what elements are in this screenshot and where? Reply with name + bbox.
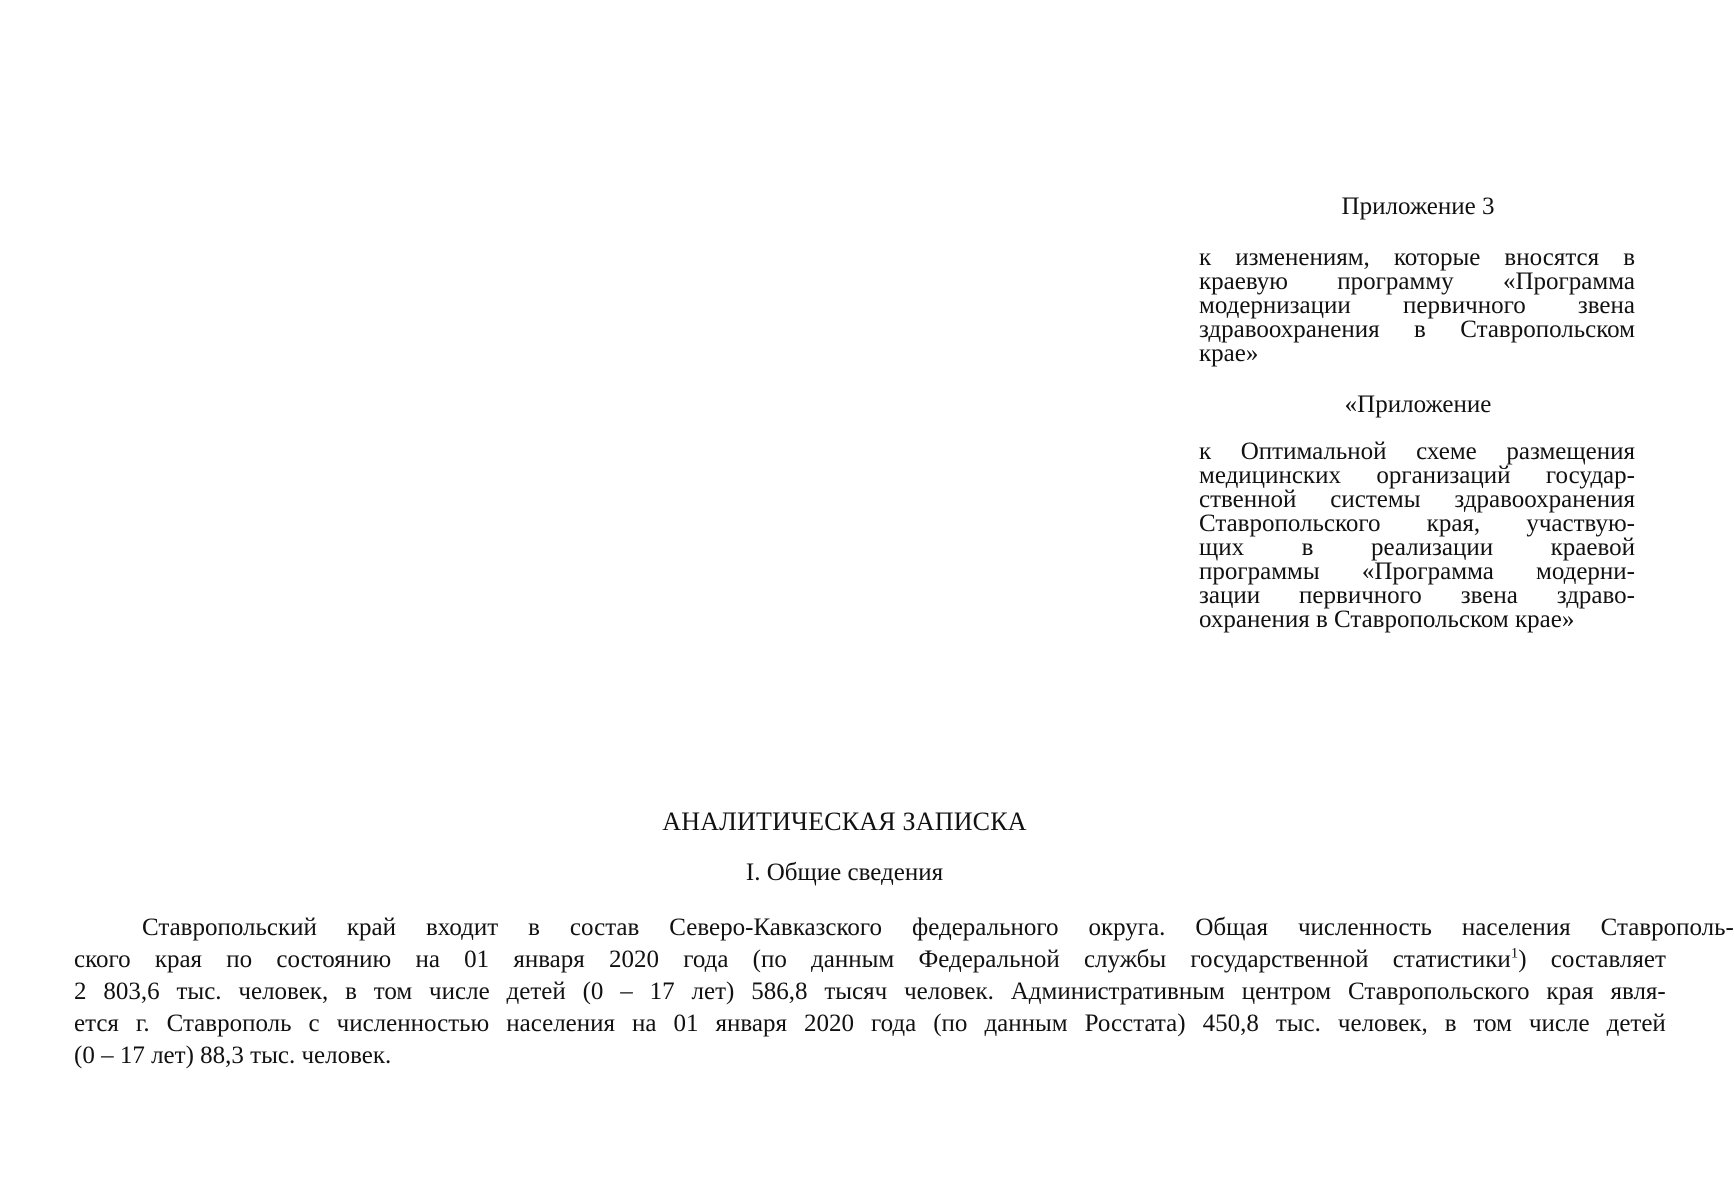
word: населения [506, 1010, 616, 1037]
appendix-line [1199, 294, 1635, 318]
word: «Программа [1503, 268, 1635, 295]
word: Ставропольский [142, 914, 317, 941]
word: первичного [1402, 292, 1526, 319]
document-title: АНАЛИТИЧЕСКАЯ ЗАПИСКА [662, 807, 1027, 836]
word: численность [1297, 914, 1432, 941]
appendix-line [1199, 488, 1635, 512]
body-paragraph [74, 912, 1734, 1072]
word: Общая [1195, 914, 1268, 941]
word: 01 [464, 946, 490, 973]
word: тыс. [176, 978, 222, 1005]
word: край [346, 914, 396, 941]
appendix-line [1199, 246, 1635, 270]
word: схеме [1416, 438, 1477, 465]
word: входит [425, 914, 499, 941]
word: службы [1083, 946, 1167, 973]
word: года [683, 946, 729, 973]
word: ственной [1199, 486, 1297, 513]
word: края [154, 946, 203, 973]
word: Административным [1010, 978, 1225, 1005]
word: по [226, 946, 253, 973]
word: 2 [74, 978, 87, 1005]
word: данным [984, 1010, 1068, 1037]
word: человек. [904, 978, 994, 1005]
word: которые [1393, 244, 1481, 271]
word: детей [506, 978, 566, 1005]
word: (по [752, 946, 787, 973]
appendix-line [1199, 512, 1635, 536]
word: участвую- [1526, 510, 1635, 537]
word: (по [933, 1010, 968, 1037]
word: здраво- [1556, 582, 1635, 609]
word: 17 [649, 978, 675, 1005]
word: на [415, 946, 440, 973]
appendix-line [1199, 464, 1635, 488]
appendix-line: охранения в Ставропольском крае» [1199, 606, 1575, 633]
word: лет) [691, 978, 735, 1005]
word: здравоохранения [1454, 486, 1635, 513]
appendix-line: крае» [1199, 340, 1259, 367]
section-title: I. Общие сведения [745, 859, 944, 886]
word: 2020 [803, 1010, 854, 1037]
appendix-line [1199, 270, 1635, 294]
word: января [715, 1010, 787, 1037]
word: размещения [1506, 438, 1635, 465]
word: числе [429, 978, 490, 1005]
word: государ- [1545, 462, 1635, 489]
word: года [870, 1010, 917, 1037]
word: с [308, 1010, 320, 1037]
word: 803,6 [103, 978, 160, 1005]
word: человек, [1337, 1010, 1428, 1037]
word: в [345, 978, 357, 1005]
appendix-line [1199, 318, 1635, 342]
word: к [1199, 438, 1212, 465]
word: краевой [1550, 534, 1635, 561]
word: г. [135, 1010, 150, 1037]
word: Ставропольского [1348, 978, 1530, 1005]
word: населения [1461, 914, 1571, 941]
word: том [373, 978, 413, 1005]
word: модерни- [1536, 558, 1635, 585]
word: вносятся [1504, 244, 1600, 271]
word: в [1414, 316, 1426, 343]
word: звена [1460, 582, 1518, 609]
word: в [1623, 244, 1635, 271]
word: реализации [1370, 534, 1494, 561]
word: составляет [1550, 946, 1666, 973]
word: 01 [673, 1010, 699, 1037]
word: края, [1426, 510, 1481, 537]
word: в [1444, 1010, 1457, 1037]
word: ется [74, 1010, 119, 1037]
word: том [1473, 1010, 1512, 1037]
word: края [1546, 978, 1594, 1005]
appendix-line [1199, 584, 1635, 608]
word: государственной [1190, 946, 1369, 973]
word: первичного [1299, 582, 1422, 609]
word: (0 [582, 978, 604, 1005]
word: Федеральной [918, 946, 1060, 973]
word: данным [811, 946, 895, 973]
paragraph-line [74, 1008, 1666, 1040]
word: детей [1606, 1010, 1666, 1037]
word: числе [1528, 1010, 1590, 1037]
word: человек, [238, 978, 329, 1005]
paragraph-line-with-footnote [74, 944, 1666, 976]
word: здравоохранения [1199, 316, 1380, 343]
word: зации [1199, 582, 1261, 609]
word: Ставрополь- [1600, 914, 1734, 941]
word: 450,8 [1202, 1010, 1259, 1037]
appendix-line [1199, 536, 1635, 560]
word: Росстата) [1084, 1010, 1186, 1037]
word: Ставропольском [1460, 316, 1635, 343]
word: тыс. [1275, 1010, 1321, 1037]
word: Оптимальной [1240, 438, 1387, 465]
word: федерального [912, 914, 1059, 941]
paragraph-line [74, 912, 1734, 944]
word: краевую [1199, 268, 1288, 295]
appendix-line [1199, 560, 1635, 584]
word: к [1199, 244, 1212, 271]
word: системы [1330, 486, 1421, 513]
word: медицинских [1199, 462, 1341, 489]
word: Северо-Кавказского [669, 914, 883, 941]
word: звена [1577, 292, 1635, 319]
paragraph-line [74, 976, 1666, 1008]
appendix-title: Приложение 3 [1341, 193, 1495, 220]
paragraph-line: (0 – 17 лет) 88,3 тыс. человек. [74, 1042, 392, 1069]
appendix-to-scheme-text [1199, 440, 1635, 632]
appendix-to-changes-text [1199, 246, 1635, 366]
word: – [620, 978, 633, 1005]
footnote-mark: 1 [1510, 945, 1519, 962]
word: тысяч [824, 978, 888, 1005]
word: 586,8 [751, 978, 808, 1005]
word: Ставрополь [166, 1010, 292, 1037]
word: 2020 [608, 946, 659, 973]
word: центром [1241, 978, 1332, 1005]
word: численностью [336, 1010, 490, 1037]
word: щих [1199, 534, 1245, 561]
word: изменениям, [1235, 244, 1370, 271]
appendix-subtitle: «Приложение [1344, 391, 1492, 418]
word: статистики$^1$) [1392, 945, 1527, 973]
word: состоянию [276, 946, 392, 973]
word: ского [74, 946, 131, 973]
word: программы [1199, 558, 1320, 585]
word: состав [569, 914, 640, 941]
word: модернизации [1199, 292, 1351, 319]
word: января [513, 946, 585, 973]
word: организаций [1376, 462, 1511, 489]
word: Ставропольского [1199, 510, 1381, 537]
word: округа. [1088, 914, 1166, 941]
word: явля- [1610, 978, 1666, 1005]
word: программу [1337, 268, 1454, 295]
word: на [632, 1010, 657, 1037]
word: в [528, 914, 540, 941]
word: «Программа [1361, 558, 1494, 585]
appendix-line [1199, 440, 1635, 464]
word: в [1301, 534, 1314, 561]
